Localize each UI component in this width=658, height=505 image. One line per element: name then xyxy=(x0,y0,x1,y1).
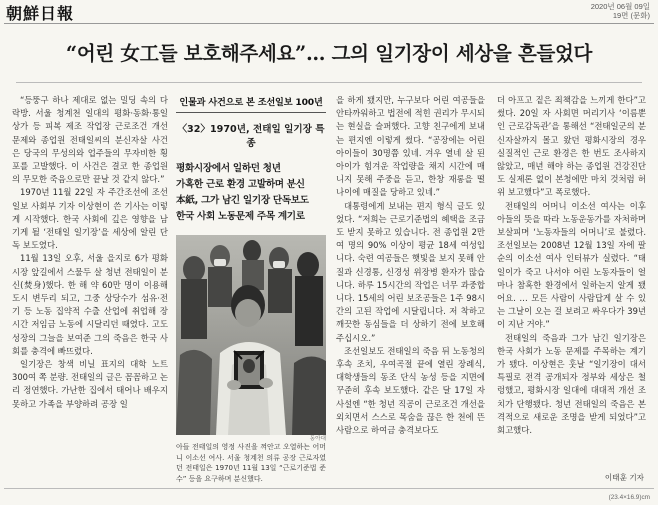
article-headline: “어린 女工들 보호해주세요”… 그의 일기장이 세상을 흔들었다 xyxy=(65,42,593,65)
subtitle-line: 가혹한 근로 환경 고발하며 분신 xyxy=(176,179,305,190)
paragraph: 을 하게 됐지만, 누구보다 어린 여공들을 안타까워하고 법전에 적힌 권리가 무시되는 현실을 슬퍼했다. 고향 친구에게 보내는 편지엔 이렇게 썼다. “공장에는 어린아이들이 30명쯤 있네. 겨우 열네 살 된 아이가 힘겨운 작업량을 채지 시간에 매니지 못해 주중을 듣고, 한창 재롱을 떨 나이에 매질을 당하고 있네.” xyxy=(336,95,485,198)
masthead xyxy=(0,0,658,22)
subtitle-line: 평화시장에서 일하던 청년 xyxy=(176,163,281,174)
mourning-mother-photo-illustration xyxy=(176,235,326,435)
paragraph: 더 아프고 짙은 죄책감을 느끼게 한다”고 썼다. 20일 자 사회면 머리기사 ‘이름뿐인 근로감독관’을 통해선 “전태일군의 분신자살까지 몰고 왔던 평화시장의 경우 실질적인 근로 환경은 한 번도 조사하지 않았고, 매년 해야 하는 종업원 건강진단도 실제론 없이 본청에만 마치 것처럼 허위 보고했다”고 폭로했다. xyxy=(497,95,646,198)
paragraph: 전태일의 어머니 이소선 여사는 이후 아들의 뜻을 따라 노동운동가를 자처하며 보살피며 ‘노동자들의 어머니’로 불렸다. 조선일보는 2008년 12월 13일 자에 팔순의 이소선 여사 인터뷰가 실렸다. “태일이가 죽고 나서야 어린 노동자들이 얼마나 참혹한 환경에서 일하는지 알게 됐어요. … 모든 사람이 사람답게 살 수 있는 그날이 오는 걸 보려고 싸우다가 39년이 지난 거야.” xyxy=(497,200,646,330)
subtitle-line: 한국 사회 노동문제 주목 계기로 xyxy=(176,211,305,222)
paragraph: 1970년 11월 22일 자 주간조선에 조선일보 사회부 기자 이상현이 쓴 기사는 이렇게 시작했다. 한국 사회에 깊은 영향을 남기게 될 ‘전태일 일기장’을 세상에 알린 단독 보도였다. xyxy=(12,187,168,251)
issue-date: 2020년 06월 09일 xyxy=(590,2,650,11)
dateline xyxy=(591,2,650,20)
newspaper-logo: 朝鮮日報 xyxy=(6,4,75,23)
headline-divider xyxy=(16,82,642,83)
series-subtitle xyxy=(176,161,326,225)
body-column-3 xyxy=(336,94,485,494)
paragraph: 조선일보도 전태일의 죽음 뒤 노동청의 후속 조치, 우여곡절 끝에 열린 장례식, 대학생들의 동조 단식 농성 등을 지면에 꾸준히 후속 보도했다. 같은 달 17일 자 사설엔 “한 청년 직공이 근로조건 개선을 외치면서 스스로 목숨을 끊은 한 천에 뜬 사람으로 하여금 충격보다도 xyxy=(336,345,485,436)
body-column-1 xyxy=(12,94,168,494)
top-divider xyxy=(4,23,654,24)
paragraph: 일기장은 창색 비닐 표지의 대학 노트 300여 쪽 분량. 전태일의 글은 꼼꼼하고 논리 정연했다. 가난한 집에서 태어나 배우지 못하고 가족을 부양하려 공장 일 xyxy=(12,359,168,409)
paragraph: 전태일의 죽음과 그가 남긴 일기장은 한국 사회가 노동 문제를 주목하는 계기가 됐다. 이상현은 훗날 “일기장이 대서특필로 전격 공개되자 정부와 세상은 철렁했고, 평화시장 일대에 대대적 개선 조치가 단행됐다. 청년 전태일의 죽음은 본격적으로 새로운 조명을 받게 되었다”고 회고했다. xyxy=(497,332,646,436)
series-tag: 인물과 사건으로 본 조선일보 100년 xyxy=(176,94,326,113)
subtitle-line: 本紙, 그가 남긴 일기장 단독보도 xyxy=(176,195,309,206)
byline: 이태훈 기자 xyxy=(604,473,644,482)
series-box xyxy=(176,94,326,225)
page-number: 19면 (문화) xyxy=(612,11,650,20)
paragraph: 11월 13일 오후, 서울 을지로 6가 평화시장 앞길에서 스물두 살 청년 전태일이 분신(焚身)했다. 한 해 약 60만 명이 이용해 도시 변두리 되고, 그중 상당수가 섬유·전기 등 노동 집약적 수출 산업에 취업해 장시간 저임금 노동에 시달리던 때였다. 고도성장의 그늘을 보여준 그의 죽음은 한국 사회를 충격에 빠뜨렸다. xyxy=(12,253,168,356)
clipping-size: (23.4×16.9)cm xyxy=(608,494,650,501)
bottom-divider xyxy=(4,488,654,489)
paragraph: 대통령에게 보내는 편지 형식 글도 있었다. “저희는 근로기준법의 혜택을 조금도 받지 못하고 있습니다. 전 종업원 2만여 명의 90% 이상이 평균 18세 여성입니다. 숙련 여공들은 햇빛을 보지 못해 안질과 신경통, 신경성 위장병 환자가 많습니다. 하루 15시간의 작업은 너무 과중합니다. 15세의 어린 보조공들은 1주 98시간의 고된 작업에 시달립니다. 저 착하고 깨끗한 동심들을 더 상하기 전에 보호해 주십시오.” xyxy=(336,200,485,343)
paragraph: “등뚱구 하나 제대로 없는 밀딩 속의 다락방. 서울 청계천 일대의 평화·동화·통일상가 등 피복 제조 작업장 근로조건 개선 문제와 종업원 전태일씨의 분신자살 사건은 당국의 무성의와 업주들의 무자비한 횡포를 고발했다. 이 사건은 결코 한 종업원의 무모한 죽음으로만 끝날 것 같지 않다.” xyxy=(12,95,168,185)
series-number: 〈32〉1970년, 전태일 일기장 특종 xyxy=(177,124,325,149)
photo-caption: 아들 전태일의 영정 사진을 껴안고 오열하는 어머니 이소선 여사. 서울 청계천 의류 공장 근로자였던 전태일은 1970년 11월 13일 “근로기준법 준수” 등을 요구하며 분신했다. xyxy=(176,443,326,483)
body-column-4 xyxy=(497,94,646,494)
news-photo xyxy=(176,235,326,435)
photo-credit: 동아대 xyxy=(309,436,326,442)
